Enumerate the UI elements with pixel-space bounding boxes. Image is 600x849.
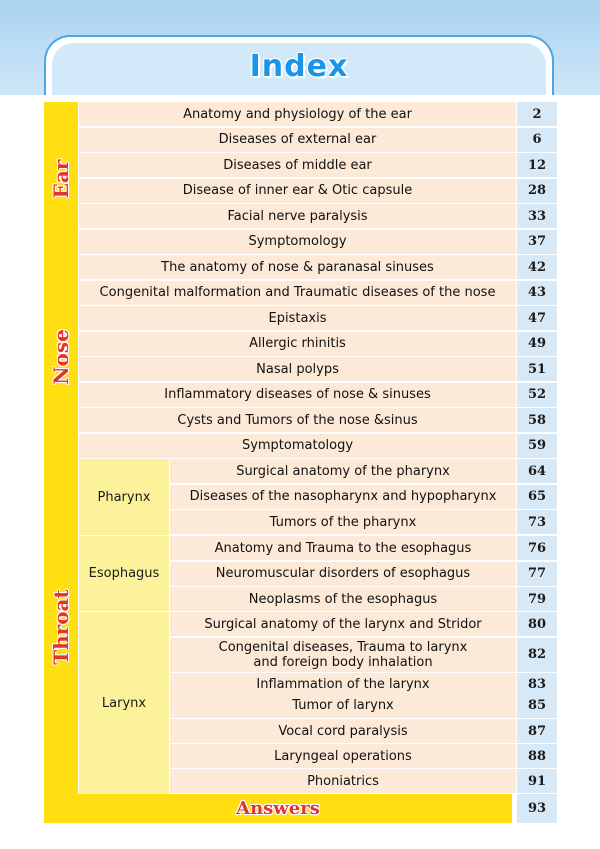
page-number: 6 — [517, 128, 557, 152]
page-number: 88 — [517, 744, 557, 768]
index-row[interactable] — [44, 434, 557, 458]
topic-title: Disease of inner ear & Otic capsule — [79, 179, 516, 203]
topic-title: Surgical anatomy of the pharynx — [170, 459, 516, 483]
index-row[interactable] — [44, 153, 557, 177]
topic-title: Laryngeal operations — [170, 744, 516, 768]
topic-title: Neuromuscular disorders of esophagus — [170, 562, 516, 586]
page-number: 49 — [517, 332, 557, 356]
index-row[interactable] — [44, 769, 557, 793]
page-number: 76 — [517, 536, 557, 560]
topic-title: Anatomy and physiology of the ear — [79, 102, 516, 126]
topic-title — [170, 638, 516, 672]
topic-title-line-2: and foreign body inhalation — [253, 654, 433, 670]
page-number: 73 — [517, 510, 557, 534]
page-number: 83 — [517, 673, 557, 697]
index-row[interactable] — [44, 744, 557, 768]
topic-title: Congenital malformation and Traumatic diseases of the nose — [79, 281, 516, 305]
topic-title: Tumors of the pharynx — [170, 510, 516, 534]
subsection-esophagus: Esophagus — [79, 536, 169, 611]
topic-title: Facial nerve paralysis — [79, 204, 516, 228]
topic-title: Diseases of middle ear — [79, 153, 516, 177]
page-number: 52 — [517, 383, 557, 407]
subsection-pharynx: Pharynx — [79, 459, 169, 535]
topic-title: Inflammatory diseases of nose & sinuses — [79, 383, 516, 407]
page-number: 43 — [517, 281, 557, 305]
page-number: 33 — [517, 204, 557, 228]
page-number: 51 — [517, 357, 557, 381]
topic-title: Inflammation of the larynx — [170, 673, 516, 697]
page-number: 59 — [517, 434, 557, 458]
page-number: 37 — [517, 230, 557, 254]
title-card — [44, 35, 554, 95]
topic-title: Diseases of external ear — [79, 128, 516, 152]
page-title: Index — [249, 49, 349, 84]
page-number: 79 — [517, 587, 557, 611]
topic-title: Neoplasms of the esophagus — [170, 587, 516, 611]
index-row[interactable] — [44, 638, 557, 672]
topic-title: The anatomy of nose & paranasal sinuses — [79, 255, 516, 279]
index-row[interactable] — [44, 306, 557, 330]
topic-title: Phoniatrics — [170, 769, 516, 793]
page-number: 77 — [517, 562, 557, 586]
page-number: 42 — [517, 255, 557, 279]
topic-title: Vocal cord paralysis — [170, 719, 516, 743]
answers-page-number: 93 — [517, 794, 557, 823]
subsection-larynx: Larynx — [79, 612, 169, 794]
page-number: 64 — [517, 459, 557, 483]
answers-row[interactable]: Answers — [44, 794, 512, 823]
index-row[interactable] — [44, 562, 557, 586]
page-number: 91 — [517, 769, 557, 793]
page-number: 12 — [517, 153, 557, 177]
index-row[interactable] — [44, 128, 557, 152]
topic-title: Diseases of the nasopharynx and hypopharynx — [170, 485, 516, 509]
index-row[interactable] — [44, 719, 557, 743]
page-number: 82 — [517, 638, 557, 672]
page-number: 58 — [517, 408, 557, 432]
topic-title: Tumor of larynx — [170, 694, 516, 718]
index-row[interactable] — [44, 510, 557, 534]
page-number: 28 — [517, 179, 557, 203]
index-row[interactable] — [44, 694, 557, 718]
page-number: 2 — [517, 102, 557, 126]
index-row[interactable] — [44, 485, 557, 509]
index-row[interactable] — [44, 204, 557, 228]
section-label-ear: Ear — [49, 159, 73, 198]
index-row[interactable] — [44, 612, 557, 636]
index-row[interactable] — [44, 357, 557, 381]
page-number: 85 — [517, 694, 557, 718]
index-row[interactable] — [44, 459, 557, 483]
topic-title: Allergic rhinitis — [79, 332, 516, 356]
page-number: 65 — [517, 485, 557, 509]
topic-title: Symptomology — [79, 230, 516, 254]
topic-title: Nasal polyps — [79, 357, 516, 381]
topic-title: Symptomatology — [79, 434, 516, 458]
index-row[interactable] — [44, 536, 557, 560]
page-number: 47 — [517, 306, 557, 330]
topic-title: Surgical anatomy of the larynx and Stridor — [170, 612, 516, 636]
topic-title: Cysts and Tumors of the nose &sinus — [79, 408, 516, 432]
page-number: 80 — [517, 612, 557, 636]
index-row[interactable] — [44, 332, 557, 356]
section-label-nose: Nose — [49, 329, 73, 385]
index-row[interactable] — [44, 587, 557, 611]
index-row[interactable] — [44, 281, 557, 305]
index-row[interactable] — [44, 383, 557, 407]
index-table — [44, 102, 557, 823]
topic-title: Epistaxis — [79, 306, 516, 330]
page-number: 87 — [517, 719, 557, 743]
section-label-throat: Throat — [49, 588, 73, 665]
topic-title-line-1: Congenital diseases, Trauma to larynx — [218, 639, 468, 655]
index-row[interactable] — [44, 230, 557, 254]
topic-title: Anatomy and Trauma to the esophagus — [170, 536, 516, 560]
index-row[interactable] — [44, 255, 557, 279]
index-row[interactable] — [44, 179, 557, 203]
index-row[interactable] — [44, 408, 557, 432]
index-row[interactable] — [44, 102, 557, 126]
